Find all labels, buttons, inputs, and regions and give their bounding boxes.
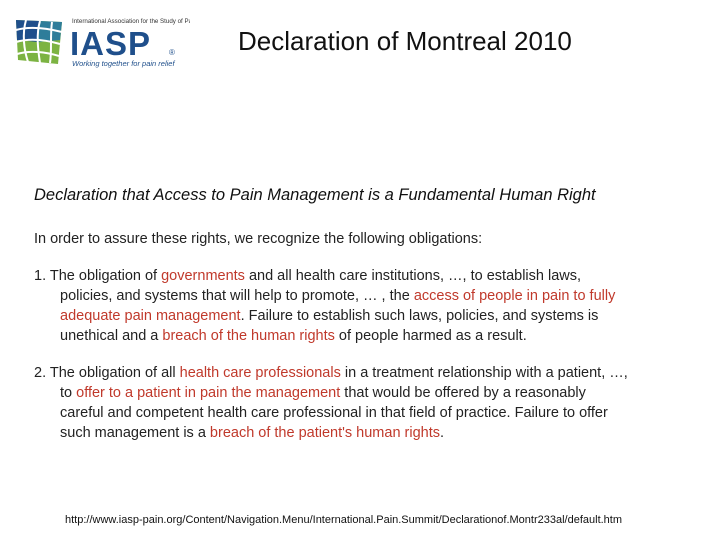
iasp-logo <box>10 14 190 70</box>
obligation-1-line-3: adequate pain management. Failure to establish such laws, policies, and systems is <box>60 308 599 324</box>
source-url-link[interactable]: http://www.iasp-pain.org/Content/Navigation.Menu/International.Pain.Summit/Declarationof.Montr233al/default.htm <box>65 514 623 526</box>
declaration-subtitle: Declaration that Access to Pain Management is a Fundamental Human Right <box>34 186 596 204</box>
highlight-governments: governments <box>161 268 245 284</box>
highlight-breach-human-rights: breach of the human rights <box>162 328 335 344</box>
highlight-offer-management: offer to a patient in pain the management <box>76 385 341 401</box>
logo-tagline-bottom: Working together for pain relief <box>72 59 175 68</box>
highlight-health-care-professionals: health care professionals <box>179 365 341 381</box>
obligation-2 <box>34 363 628 443</box>
logo-tagline-top: International Association for the Study of Pain <box>72 18 190 25</box>
obligation-1-line-2: policies, and systems that will help to promote, … , the access of people in pain to fully <box>60 288 616 304</box>
obligation-2-line-4: such management is a breach of the patient's human rights. <box>60 425 445 441</box>
highlight-access: access of people in pain to fully <box>413 288 616 304</box>
obligation-2-line-3: careful and competent health care professional in that field of practice. Failure to offer <box>60 405 608 421</box>
obligation-2-line-1: 2. The obligation of all health care professionals in a treatment relationship with a patient, …, <box>34 365 628 381</box>
highlight-breach-patient-rights: breach of the patient's human rights <box>209 425 440 441</box>
logo-mark: IASP <box>70 25 152 62</box>
intro-text: In order to assure these rights, we recognize the following obligations: <box>34 231 483 247</box>
obligation-1-line-1: 1. The obligation of governments and all health care institutions, …, to establish laws, <box>34 268 582 284</box>
highlight-adequate-pain-management: adequate pain management <box>60 308 241 324</box>
globe-icon <box>16 20 62 64</box>
obligation-1-line-4: unethical and a breach of the human rights of people harmed as a result. <box>60 328 527 344</box>
logo-registered: ® <box>169 48 175 57</box>
obligation-2-line-2: to offer to a patient in pain the management that would be offered by a reasonably <box>60 385 586 401</box>
obligation-1 <box>34 266 615 346</box>
page-title: Declaration of Montreal 2010 <box>238 26 572 56</box>
